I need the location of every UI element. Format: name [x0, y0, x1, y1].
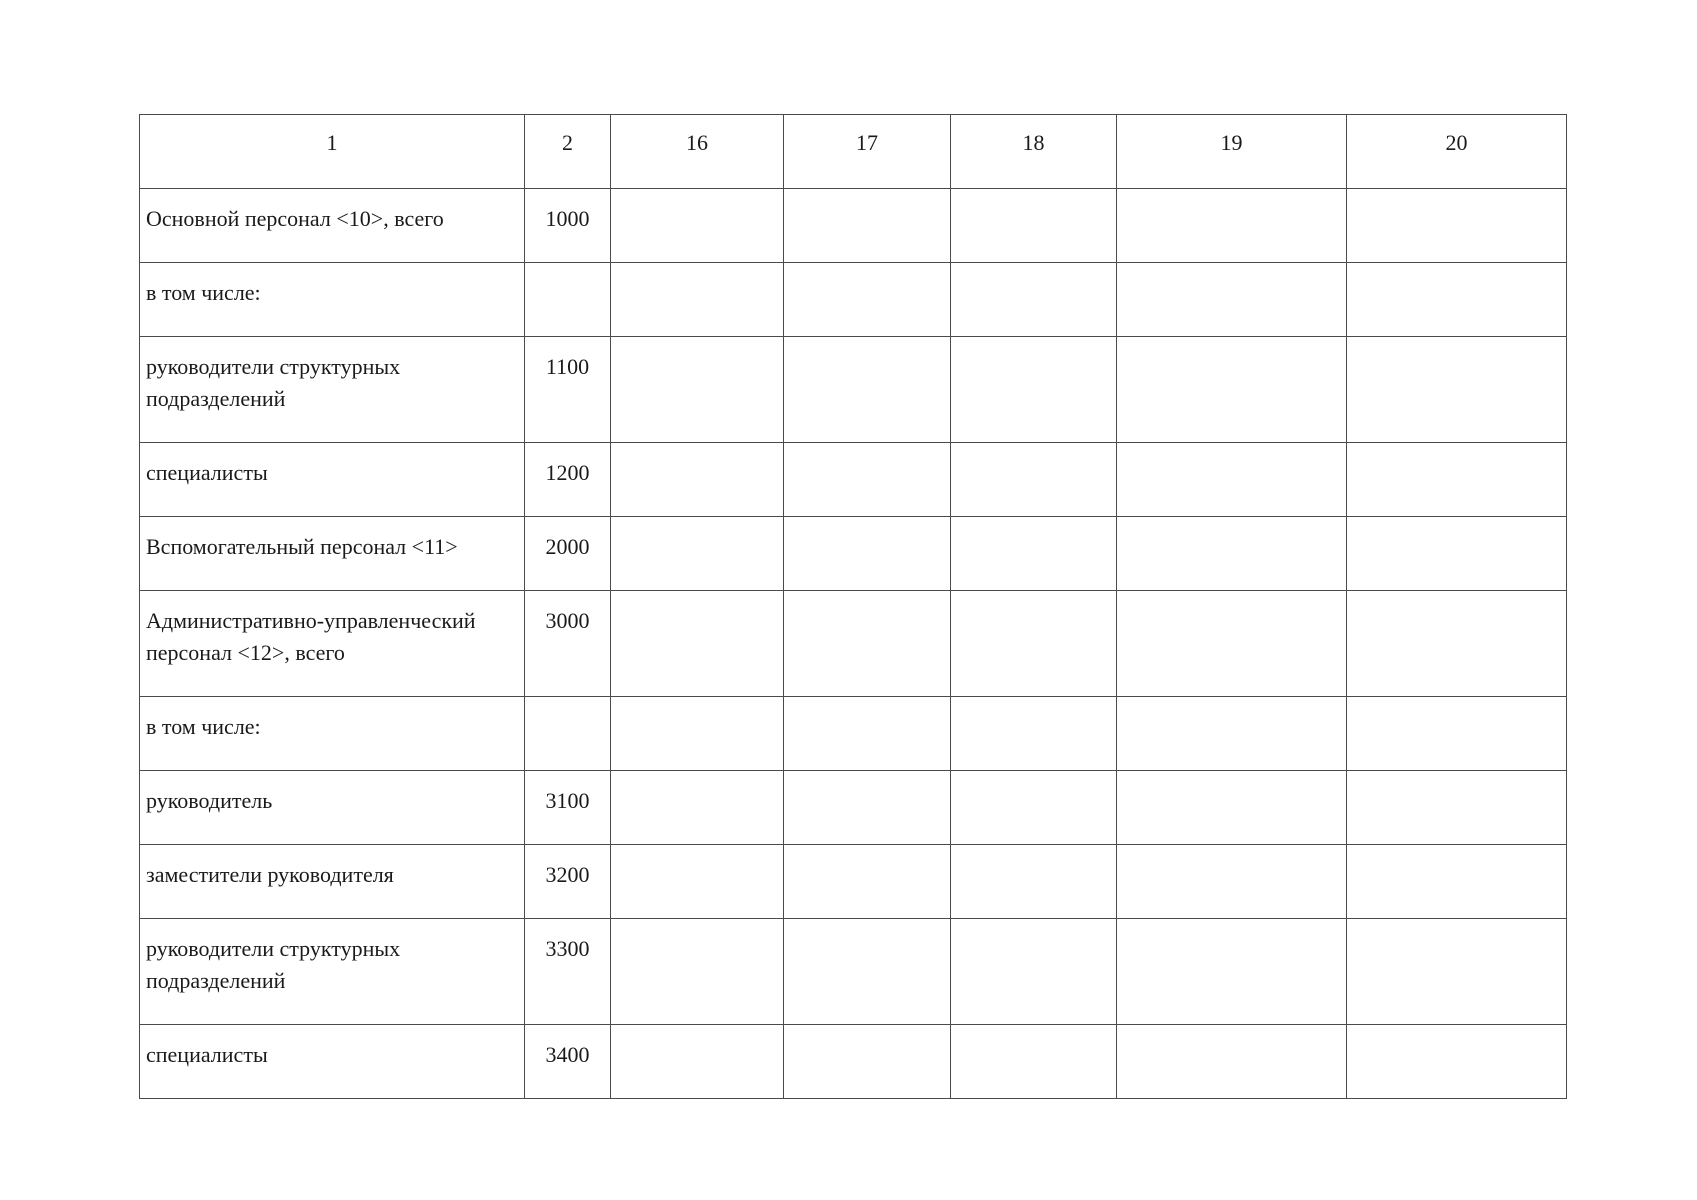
row-code [525, 697, 611, 771]
table-cell [611, 591, 784, 697]
table-row [140, 189, 1567, 263]
table-cell [1347, 189, 1567, 263]
table-cell [1117, 1025, 1347, 1099]
table-row [140, 263, 1567, 337]
column-header: 1 [140, 115, 525, 189]
table-cell [951, 771, 1117, 845]
staff-table [139, 114, 1567, 1099]
table-cell [1117, 189, 1347, 263]
column-header: 17 [784, 115, 951, 189]
table-cell [784, 443, 951, 517]
table-cell [611, 337, 784, 443]
table-cell [1347, 1025, 1567, 1099]
row-code: 1000 [525, 189, 611, 263]
table-cell [611, 1025, 784, 1099]
table-cell [951, 919, 1117, 1025]
column-header: 16 [611, 115, 784, 189]
table-cell [1117, 517, 1347, 591]
table-row [140, 697, 1567, 771]
table-cell [784, 337, 951, 443]
table-row [140, 591, 1567, 697]
row-code [525, 263, 611, 337]
table-cell [1117, 591, 1347, 697]
row-label: руководитель [140, 771, 525, 845]
table-cell [951, 443, 1117, 517]
table-cell [784, 845, 951, 919]
table-cell [611, 443, 784, 517]
row-label: специалисты [140, 443, 525, 517]
table-cell [1347, 697, 1567, 771]
row-label: в том числе: [140, 263, 525, 337]
column-header: 19 [1117, 115, 1347, 189]
row-label: специалисты [140, 1025, 525, 1099]
table-cell [951, 591, 1117, 697]
table-cell [784, 771, 951, 845]
row-code: 2000 [525, 517, 611, 591]
table-cell [611, 517, 784, 591]
table-cell [1347, 845, 1567, 919]
table-cell [1117, 771, 1347, 845]
table-header-row [140, 115, 1567, 189]
table-cell [611, 697, 784, 771]
table-row [140, 1025, 1567, 1099]
table-cell [1117, 919, 1347, 1025]
table-row [140, 771, 1567, 845]
table-cell [1347, 591, 1567, 697]
column-header: 20 [1347, 115, 1567, 189]
table-cell [1347, 443, 1567, 517]
table-cell [951, 337, 1117, 443]
table-cell [784, 517, 951, 591]
table-cell [611, 263, 784, 337]
table-cell [1347, 337, 1567, 443]
table-row [140, 517, 1567, 591]
table-cell [951, 189, 1117, 263]
table-cell [1117, 845, 1347, 919]
table-cell [1347, 263, 1567, 337]
table-cell [611, 189, 784, 263]
row-code: 3400 [525, 1025, 611, 1099]
table-cell [951, 517, 1117, 591]
row-code: 3300 [525, 919, 611, 1025]
table-row [140, 337, 1567, 443]
table-cell [611, 771, 784, 845]
row-label: Вспомогательный персонал <11> [140, 517, 525, 591]
table-cell [784, 263, 951, 337]
column-header: 2 [525, 115, 611, 189]
table-row [140, 919, 1567, 1025]
table-cell [784, 591, 951, 697]
row-label: Административно-управленческий персонал <12>, всего [140, 591, 525, 697]
row-label: руководители структурных подразделений [140, 919, 525, 1025]
table-cell [1347, 919, 1567, 1025]
table-row [140, 443, 1567, 517]
row-label: в том числе: [140, 697, 525, 771]
table-cell [1347, 771, 1567, 845]
table-cell [1117, 337, 1347, 443]
table-cell [951, 263, 1117, 337]
row-label: заместители руководителя [140, 845, 525, 919]
table-cell [1347, 517, 1567, 591]
column-header: 18 [951, 115, 1117, 189]
table-cell [951, 845, 1117, 919]
table-cell [951, 1025, 1117, 1099]
row-code: 3100 [525, 771, 611, 845]
table-cell [611, 919, 784, 1025]
table-cell [784, 697, 951, 771]
table-cell [1117, 263, 1347, 337]
row-code: 3000 [525, 591, 611, 697]
row-label: Основной персонал <10>, всего [140, 189, 525, 263]
table-cell [1117, 697, 1347, 771]
row-code: 1100 [525, 337, 611, 443]
row-code: 3200 [525, 845, 611, 919]
table-cell [784, 1025, 951, 1099]
table-cell [784, 919, 951, 1025]
table-row [140, 845, 1567, 919]
table-cell [951, 697, 1117, 771]
row-label: руководители структурных подразделений [140, 337, 525, 443]
row-code: 1200 [525, 443, 611, 517]
table-cell [611, 845, 784, 919]
table-cell [784, 189, 951, 263]
table-cell [1117, 443, 1347, 517]
